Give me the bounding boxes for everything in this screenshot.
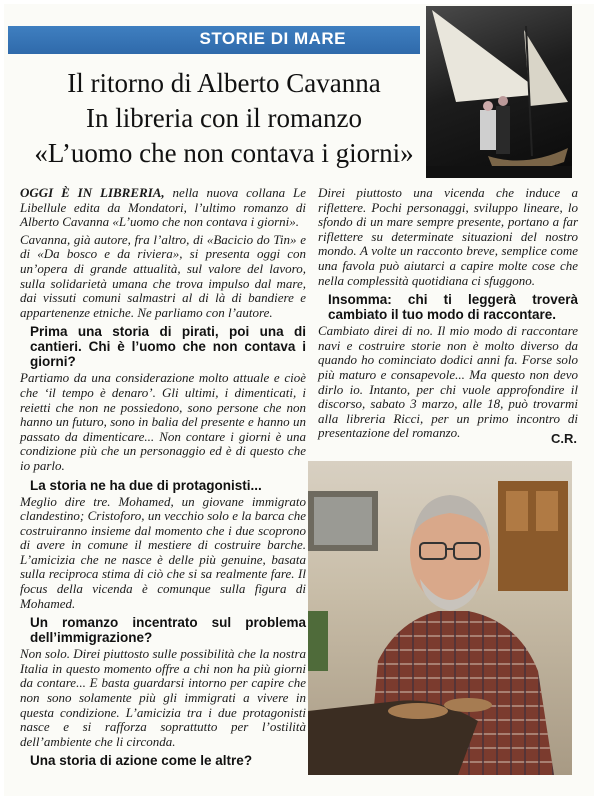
- answer-3: Non solo. Direi piuttosto sulle possibilità che la nostra Italia in questo momento offre a chi non ha più giorni da contare... E basta guardarsi intorno per capire che non sono solamente più gli immigrati a vivere in questa condizione. L’amicizia tra i due protagonisti nasce e si rafforza soprattutto per l’ostilità dell’ambiente che li circonda.: [20, 646, 306, 749]
- lead-text: OGGI È IN LIBRERIA,: [20, 185, 165, 200]
- question-4: Una storia di azione come le altre?: [30, 753, 253, 769]
- author-portrait-illustration: [308, 461, 572, 775]
- headline-line-2: In libreria con il romanzo: [86, 103, 362, 133]
- answer-4: Direi piuttosto una vicenda che induce a riflettere. Pochi personaggi, sviluppo lineare, lo sfondo di un mare sempre presente, portano a far riflettere su determinate situazioni del nostro mondo. A volte un racconto breve, semplice come una favola può aiutarci a capire molte cose che nella complessità quotidiana ci sfuggono.: [318, 185, 578, 288]
- article-column-right: [318, 186, 578, 444]
- theatre-sailboat-photo: [426, 6, 572, 178]
- answer-5: Cambiato direi di no. Il mio modo di raccontare navi e costruire storie non è molto diverso da quando ho cominciato dodici anni fa. Forse solo più maturo e consapevole... Ma questo non devo dirlo io. Intanto, per chi vuole approfondire il discorso, sabato 3 marzo, alle 18, può trovarmi alla libreria Ricci, per un primo incontro di presentazione del romanzo.: [318, 323, 578, 441]
- intro-paragraph: [20, 186, 306, 230]
- intro-text: nella nuova collana Le Libellule edita da Mondatori, l’ultimo romanzo di Alberto Cavanna «L’uomo che non contava i giorni».: [20, 185, 306, 230]
- headline-line-3: «L’uomo che non contava i giorni»: [34, 138, 414, 168]
- author-portrait-photo: [308, 461, 572, 775]
- answer-2: Meglio dire tre. Mohamed, un giovane immigrato clandestino; Cristoforo, un vecchio solo e la barca che costruiranno insieme dal momento che i due scoprono di avere in comune il mestiere di costruire barche. L’amicizia che ne nasce è delle più genuine, basata sulla reciproca stima di ciò che si sa realmente fare. Il focus della vicenda è comunque sulla figura di Mohamed.: [20, 493, 306, 611]
- question-2: La storia ne ha due di protagonisti...: [30, 477, 262, 493]
- question-5: Insomma: chi ti leggerà troverà cambiato il tuo modo di raccontare.: [328, 292, 578, 323]
- headline: [18, 66, 430, 171]
- headline-line-1: Il ritorno di Alberto Cavanna: [67, 68, 381, 98]
- article-column-left: [20, 186, 306, 770]
- section-banner: [8, 26, 420, 54]
- question-3: Un romanzo incentrato sul problema dell’immigrazione?: [30, 615, 306, 646]
- section-title: STORIE DI MARE: [199, 29, 346, 48]
- intro-paragraph-2: Cavanna, già autore, fra l’altro, di «Bacicio do Tin» e di «Da bosco e da riviera», si presenta oggi con un’opera di grande attualità, sul valore del lavoro, sulla solidarietà umana che trova impulso dal mare, dai vissuti comuni salmastri al di là di bandiere e appartenenze etniche. Ne parliamo con l’autore.: [20, 231, 306, 320]
- question-1: Prima una storia di pirati, poi una di cantieri. Chi è l’uomo che non contava i giorni?: [30, 324, 306, 370]
- answer-1: Partiamo da una considerazione molto attuale e cioè che ‘il tempo è denaro’. Gli ultimi, i dimenticati, i reietti che non ne possiedono, sono persone che non hanno un futuro, sono in balia del presente e hanno un passato da dimenticare... Non contare i giorni è una condizione più che un personaggio ed è di questo che io parlo.: [20, 370, 306, 473]
- sailboat-stage-illustration: [426, 6, 572, 178]
- author-signature: C.R.: [551, 431, 577, 446]
